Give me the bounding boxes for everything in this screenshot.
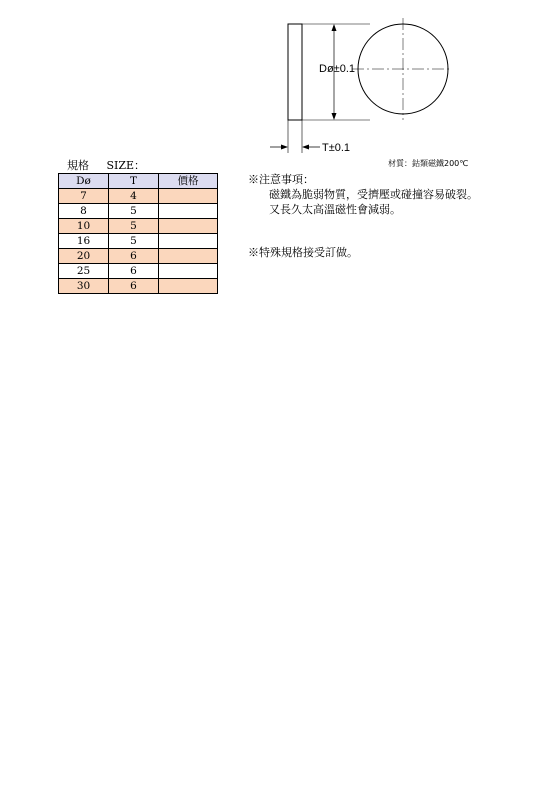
table-row xyxy=(59,264,218,279)
table-row xyxy=(59,189,218,204)
cell-diameter: 7 xyxy=(59,189,109,204)
cell-price xyxy=(159,204,218,219)
table-row xyxy=(59,234,218,249)
size-table xyxy=(58,173,218,294)
cell-price xyxy=(159,219,218,234)
diameter-arrow-bottom xyxy=(332,113,337,120)
cell-thickness: 5 xyxy=(109,204,159,219)
thickness-label: T±0.1 xyxy=(322,142,351,154)
cell-diameter: 30 xyxy=(59,279,109,294)
cell-thickness: 6 xyxy=(109,264,159,279)
cell-price xyxy=(159,279,218,294)
cell-price xyxy=(159,264,218,279)
cell-thickness: 6 xyxy=(109,249,159,264)
cell-price xyxy=(159,234,218,249)
cell-price xyxy=(159,189,218,204)
cell-thickness: 5 xyxy=(109,219,159,234)
table-row xyxy=(59,219,218,234)
header-diameter: Dø xyxy=(59,174,109,189)
diameter-arrow-top xyxy=(332,24,337,31)
table-row xyxy=(59,249,218,264)
special-order-note: ※特殊規格接受訂做。 xyxy=(248,246,358,259)
cell-thickness: 5 xyxy=(109,234,159,249)
magnet-drawing xyxy=(262,10,482,160)
spec-label: 規格 xyxy=(67,159,89,172)
cell-diameter: 16 xyxy=(59,234,109,249)
thickness-arrow-left xyxy=(281,145,288,150)
caution-title: ※注意事項： xyxy=(248,173,314,186)
cell-thickness: 6 xyxy=(109,279,159,294)
cell-diameter: 8 xyxy=(59,204,109,219)
table-row xyxy=(59,204,218,219)
cell-diameter: 10 xyxy=(59,219,109,234)
side-view-rect xyxy=(288,24,302,120)
header-price: 價格 xyxy=(159,174,218,189)
caution-line-2: 又長久太高溫磁性會減弱。 xyxy=(269,203,401,216)
material-note: 材質：鈷類磁鐵200℃ xyxy=(388,159,469,168)
table-header-row xyxy=(59,174,218,189)
cell-price xyxy=(159,249,218,264)
cell-diameter: 20 xyxy=(59,249,109,264)
table-row xyxy=(59,279,218,294)
size-label: SIZE： xyxy=(106,159,146,172)
caution-notes xyxy=(248,172,478,217)
size-header xyxy=(67,157,159,173)
header-thickness: T xyxy=(109,174,159,189)
diameter-label: Dø±0.1 xyxy=(319,63,355,75)
thickness-arrow-right xyxy=(302,145,309,150)
cell-thickness: 4 xyxy=(109,189,159,204)
cell-diameter: 25 xyxy=(59,264,109,279)
caution-line-1: 磁鐵為脆弱物質，受擠壓或碰撞容易破裂。 xyxy=(269,188,478,201)
